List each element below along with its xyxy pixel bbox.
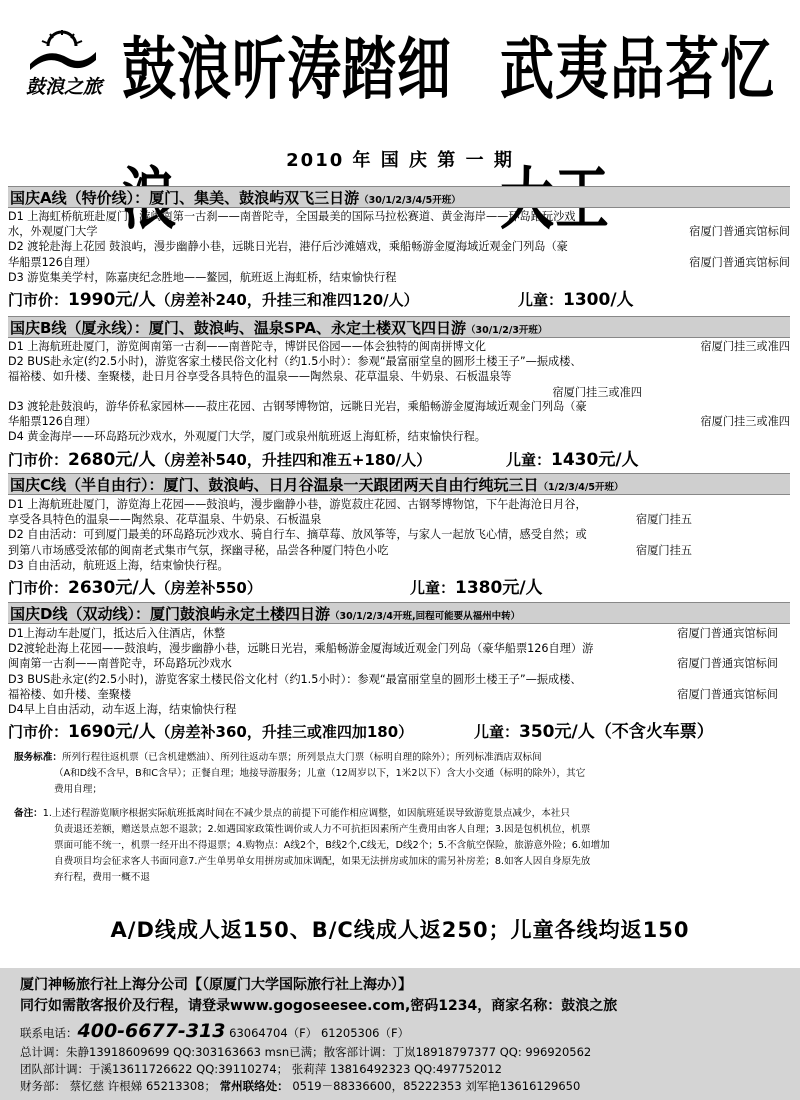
itinerary-line: 享受各具特色的温泉——陶然泉、花草温泉、牛奶泉、石板温泉 宿厦门挂五: [8, 513, 692, 527]
adult-price: 1690元/人: [68, 722, 156, 742]
service-standard: 服务标准：所列行程往返机票（已含机建燃油）、所列往返动车票；所列景点大门票（标明自理的除外）；所列标准酒店双标间 （A和D线不含早，B和C含早）；正餐自理；地接导游服务；儿童（12周岁以下，1米2以下）含大小交通（标明的除外），其它 费用自理；: [14, 752, 586, 795]
route-title: 国庆C线（半自由行）：厦门、鼓浪屿、日月谷温泉一天跟团两天自由行纯玩三日: [10, 476, 539, 494]
adult-price: 2630元/人: [68, 578, 156, 598]
headline-left: 鼓浪听涛踏细: [122, 30, 452, 109]
adult-price: 1990元/人: [68, 290, 156, 310]
hotline-number: 400-6677-313: [77, 1020, 226, 1042]
route-a-banner: [8, 186, 790, 208]
itinerary-line: 到第八市场感受浓郁的闽南老式集市气氛，探幽寻秘，品尝各种厦门特色小吃 宿厦门挂五: [8, 543, 692, 557]
route-a-price: 门市价：1990元/人（房差补240，升挂三和准四120/人） 儿童：1300/人: [8, 290, 634, 310]
itinerary-line: 闽南第一古刹——南普陀寺，环岛路玩沙戏水 宿厦门普通宾馆标间: [8, 657, 778, 671]
itinerary-line: D2 渡轮赴海上花园 鼓浪屿，漫步幽静小巷，远眺日光岩，港仔后沙滩嬉戏，乘船畅游金厦海域近观金门列岛（豪: [8, 240, 568, 254]
adult-price: 2680元/人: [68, 450, 156, 470]
route-c-price: 门市价：2630元/人（房差补550） 儿童：1380元/人: [8, 578, 543, 598]
itinerary-line: 华船票126自理） 宿厦门普通宾馆标间: [8, 255, 790, 269]
itinerary-line: D3 游览集美学村，陈嘉庚纪念胜地——鳌园，航班返上海虹桥，结束愉快行程: [8, 270, 397, 284]
contact-footer: [0, 968, 800, 1100]
route-schedule: （1/2/3/4/5开班）: [538, 482, 624, 493]
route-schedule: （30/1/2/3/4/5开班）: [359, 195, 461, 206]
website-line: 同行如需散客报价及行程，请登录www.gogoseesee.com,密码1234，商家名称：鼓浪之旅: [20, 998, 618, 1014]
route-title: 国庆D线（双动线）：厦门鼓浪屿永定土楼四日游: [10, 605, 330, 623]
itinerary-line: D1 上海航班赴厦门，游览海上花园——鼓浪屿，漫步幽静小巷，游览菽庄花园、古钢琴博物馆，下午赴海沧日月谷，: [8, 498, 587, 511]
child-price: 1380元/人: [455, 578, 543, 598]
route-d-banner: [8, 602, 790, 624]
contact-line: 财务部： 蔡忆慈 许根娣 65213308； 常州联络处： 0519－88336600，85222353 刘军艳13616129650: [20, 1079, 581, 1093]
itinerary-line: D2 自由活动：可到厦门最美的环岛路玩沙戏水、骑自行车、摘草莓、放风筝等，与家人一起放飞心情，感受自然；或: [8, 528, 587, 542]
route-schedule: （30/1/2/3开班）: [465, 325, 548, 336]
route-a-itinerary: [8, 209, 792, 285]
logo: [18, 30, 110, 102]
route-b-price: 门市价：2680元/人（房差补540，升挂四和准五+180/人） 儿童：1430元/人: [8, 450, 639, 470]
phone-line: 联系电话：400-6677-313 63064704（F） 61205306（F）: [20, 1020, 410, 1042]
contact-line: 团队部计调：于溪13611726622 QQ:39110274； 张莉萍 13816492323 QQ:497752012: [20, 1062, 502, 1076]
sun-wave-logo-icon: [28, 30, 98, 74]
route-c-banner: [8, 473, 790, 495]
itinerary-line: 华船票126自理） 宿厦门挂三或准四: [8, 414, 790, 428]
itinerary-line: D2 BUS赴永定(约2.5小时)，游览客家土楼民俗文化村（约1.5小时）：参观“最富丽堂皇的圆形土楼王子”—振成楼、: [8, 355, 582, 369]
itinerary-line: D4 黄金海岸——环岛路玩沙戏水，外观厦门大学，厦门或泉州航班返上海虹桥，结束愉快行程。: [8, 429, 486, 443]
itinerary-line: D4早上自由活动，动车返上海，结束愉快行程: [8, 702, 237, 716]
route-d-itinerary: [8, 626, 792, 717]
child-price: 350元/人（不含火车票）: [519, 722, 714, 742]
itinerary-line: 福裕楼、如升楼、奎聚楼，赴日月谷享受各具特色的温泉——陶然泉、花草温泉、牛奶泉、石板温泉等: [8, 370, 512, 384]
itinerary-line: D3 BUS赴永定(约2.5小时)，游览客家土楼民俗文化村（约1.5小时）：参观“最富丽堂皇的圆形土楼王子”—振成楼、: [8, 672, 582, 686]
itinerary-line: D1上海动车赴厦门，抵达后入住酒店，休整 宿厦门普通宾馆标间: [8, 627, 778, 640]
company-name: 厦门神畅旅行社上海分公司【（原厦门大学国际旅行社上海办）】: [20, 977, 412, 993]
itinerary-line: D3 渡轮赴鼓浪屿，游华侨私家园林——菽庄花园、古钢琴博物馆，远眺日光岩，乘船畅游金厦海域近观金门列岛（豪: [8, 399, 587, 413]
route-title: 国庆B线（厦永线）：厦门、鼓浪屿、温泉SPA、永定土楼双飞四日游: [10, 319, 466, 337]
itinerary-line: 水，外观厦门大学 宿厦门普通宾馆标间: [8, 225, 790, 239]
child-price: 1430元/人: [551, 450, 639, 470]
route-b-banner: [8, 316, 790, 338]
route-b-itinerary: [8, 339, 792, 444]
route-c-itinerary: [8, 497, 792, 573]
route-title: 国庆A线（特价线）：厦门、集美、鼓浪屿双飞三日游: [10, 189, 360, 207]
route-d-price: 门市价：1690元/人（房差补360，升挂三或准四加180） 儿童：350元/人（不含火车票）: [8, 722, 714, 742]
service-label: 服务标准：: [14, 752, 62, 763]
remarks-label: 备注：: [14, 808, 43, 819]
issue-title: 2010 年 国 庆 第 一 期: [286, 150, 514, 171]
itinerary-line: 宿厦门挂三或准四: [8, 385, 792, 399]
itinerary-line: D2渡轮赴海上花园——鼓浪屿，漫步幽静小巷，远眺日光岩，乘船畅游金厦海域近观金门列岛（豪华船票126自理）游: [8, 642, 594, 656]
itinerary-line: D1 上海航班赴厦门，游览闽南第一古刹——南普陀寺，博饼民俗园——体会独特的闽南拼博文化 宿厦门挂三或准四: [8, 340, 790, 353]
route-schedule: （30/1/2/3/4开班,回程可能要从福州中转）: [329, 611, 521, 622]
logo-text: 鼓浪之旅: [25, 76, 102, 98]
remarks: 备注：1.上述行程游览顺序根据实际航班抵离时间在不减少景点的前提下可能作相应调整，如因航班延误导致游览景点减少，本社只 负责退还差额，赠送景点恕不退款；2.如遇国家政策性调价或人力不可抗拒因素所产生费用由客人自理；3.因是包机机位，机票 票面可能不统一，机票一经开出不得退票；4.购物点：A线2个，B线2个,C线无，D线2个；5.不含航空保险，旅游意外险；6.如增加 自费项目均会征求客人书面同意7.产生单男单女用拼房或加床调配，如果无法拼房或加床的需另补房差；8.如客人因自身原先放 弃行程，费用一概不退: [14, 808, 610, 883]
itinerary-line: 福裕楼、如升楼、奎聚楼 宿厦门普通宾馆标间: [8, 687, 778, 701]
itinerary-line: D1 上海虹桥航班赴厦门，游闽南第一古刹——南普陀寺，全国最美的国际马拉松赛道、黄金海岸——环岛路玩沙戏: [8, 210, 576, 223]
contact-line: 总计调：朱静13918609699 QQ:303163663 msn已满；散客部计调：丁岚18918797377 QQ: 996920562: [20, 1045, 592, 1059]
itinerary-line: D3 自由活动，航班返上海，结束愉快行程。: [8, 558, 229, 572]
child-price: 1300/人: [563, 290, 634, 310]
rebate-line: A/D线成人返150、B/C线成人返250；儿童各线均返150: [110, 918, 690, 942]
headline-right: 武夷品茗忆: [500, 30, 775, 109]
